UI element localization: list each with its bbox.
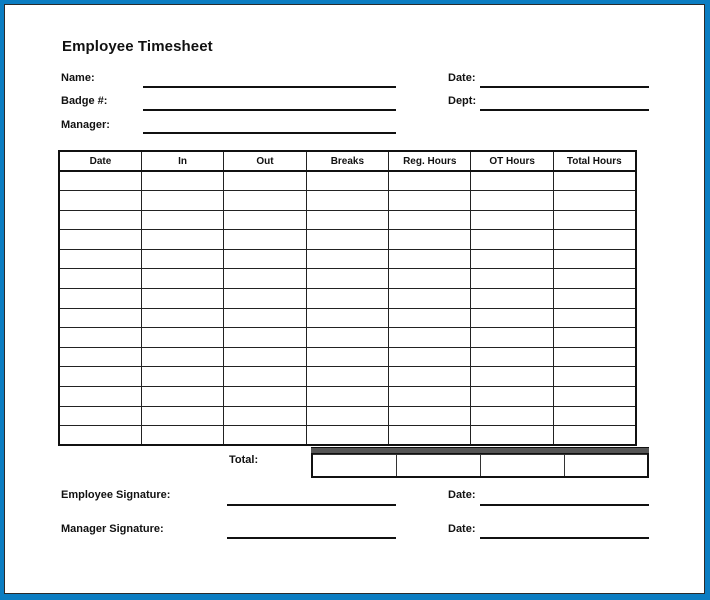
total-label: Total: (229, 454, 259, 466)
table-cell[interactable] (141, 426, 223, 446)
total-reg-hours-cell[interactable] (396, 455, 480, 477)
table-cell[interactable] (59, 191, 141, 211)
table-cell[interactable] (224, 289, 306, 309)
table-cell[interactable] (59, 210, 141, 230)
table-cell[interactable] (553, 426, 635, 446)
table-row (59, 171, 636, 191)
table-row (59, 308, 636, 328)
table-cell[interactable] (141, 308, 223, 328)
table-cell[interactable] (553, 308, 635, 328)
table-cell[interactable] (141, 171, 223, 191)
employee-date-label: Date: (448, 489, 476, 501)
table-cell[interactable] (224, 347, 306, 367)
table-cell[interactable] (59, 249, 141, 269)
table-cell[interactable] (224, 269, 306, 289)
table-cell[interactable] (59, 308, 141, 328)
table-cell[interactable] (59, 426, 141, 446)
table-cell[interactable] (471, 191, 553, 211)
table-cell[interactable] (141, 249, 223, 269)
table-cell[interactable] (553, 191, 635, 211)
table-cell[interactable] (471, 347, 553, 367)
table-cell[interactable] (224, 230, 306, 250)
table-cell[interactable] (141, 289, 223, 309)
table-cell[interactable] (224, 191, 306, 211)
column-header: In (141, 151, 223, 171)
column-header: Date (59, 151, 141, 171)
date-label: Date: (448, 72, 476, 84)
table-cell[interactable] (389, 289, 471, 309)
table-cell[interactable] (306, 308, 388, 328)
table-cell[interactable] (224, 210, 306, 230)
table-row (59, 367, 636, 387)
table-row (59, 347, 636, 367)
table-row (59, 406, 636, 426)
table-cell[interactable] (553, 249, 635, 269)
table-cell[interactable] (59, 367, 141, 387)
total-hours-cell[interactable] (564, 455, 648, 477)
manager-signature-label: Manager Signature: (61, 523, 164, 535)
table-cell[interactable] (306, 406, 388, 426)
manager-signature-field[interactable] (227, 537, 396, 539)
table-cell[interactable] (471, 367, 553, 387)
table-cell[interactable] (471, 289, 553, 309)
table-cell[interactable] (471, 210, 553, 230)
table-cell[interactable] (389, 328, 471, 348)
timesheet-table (58, 150, 637, 446)
table-cell[interactable] (471, 308, 553, 328)
table-cell[interactable] (471, 406, 553, 426)
badge-field[interactable] (143, 109, 396, 111)
table-cell[interactable] (306, 426, 388, 446)
table-cell[interactable] (224, 171, 306, 191)
table-cell[interactable] (471, 328, 553, 348)
table-cell[interactable] (306, 191, 388, 211)
table-cell[interactable] (553, 171, 635, 191)
table-cell[interactable] (59, 289, 141, 309)
table-cell[interactable] (306, 171, 388, 191)
table-cell[interactable] (471, 387, 553, 407)
table-row (59, 210, 636, 230)
dept-label: Dept: (448, 95, 477, 107)
column-header: Total Hours (553, 151, 635, 171)
table-cell[interactable] (59, 230, 141, 250)
table-cell[interactable] (224, 367, 306, 387)
column-header: OT Hours (471, 151, 553, 171)
table-cell[interactable] (471, 249, 553, 269)
table-cell[interactable] (59, 387, 141, 407)
page-title: Employee Timesheet (62, 38, 213, 55)
column-header: Reg. Hours (389, 151, 471, 171)
table-cell[interactable] (59, 347, 141, 367)
table-cell[interactable] (389, 426, 471, 446)
manager-date-field[interactable] (480, 537, 649, 539)
manager-field[interactable] (143, 132, 396, 134)
table-cell[interactable] (141, 406, 223, 426)
table-cell[interactable] (224, 426, 306, 446)
table-cell[interactable] (224, 249, 306, 269)
table-cell[interactable] (553, 289, 635, 309)
table-cell[interactable] (59, 328, 141, 348)
date-field[interactable] (480, 86, 649, 88)
table-cell[interactable] (306, 249, 388, 269)
table-cell[interactable] (141, 347, 223, 367)
table-cell[interactable] (141, 387, 223, 407)
table-cell[interactable] (59, 269, 141, 289)
table-cell[interactable] (306, 210, 388, 230)
table-cell[interactable] (389, 308, 471, 328)
table-cell[interactable] (389, 387, 471, 407)
employee-signature-label: Employee Signature: (61, 489, 171, 501)
badge-label: Badge #: (61, 95, 108, 107)
table-cell[interactable] (553, 230, 635, 250)
totals-row (311, 447, 649, 478)
table-cell[interactable] (306, 347, 388, 367)
table-cell[interactable] (306, 367, 388, 387)
table-cell[interactable] (224, 387, 306, 407)
table-cell[interactable] (141, 210, 223, 230)
table-cell[interactable] (553, 406, 635, 426)
table-cell[interactable] (389, 210, 471, 230)
table-cell[interactable] (553, 387, 635, 407)
table-cell[interactable] (224, 406, 306, 426)
table-cell[interactable] (389, 191, 471, 211)
table-header-row (59, 151, 636, 171)
table-cell[interactable] (141, 367, 223, 387)
table-cell[interactable] (389, 367, 471, 387)
table-cell[interactable] (553, 328, 635, 348)
totals-divider (311, 447, 649, 454)
dept-field[interactable] (480, 109, 649, 111)
table-row (59, 269, 636, 289)
table-cell[interactable] (59, 406, 141, 426)
table-cell[interactable] (553, 367, 635, 387)
table-cell[interactable] (141, 191, 223, 211)
name-field[interactable] (143, 86, 396, 88)
table-row (59, 328, 636, 348)
table-cell[interactable] (471, 426, 553, 446)
table-cell[interactable] (389, 406, 471, 426)
table-cell[interactable] (306, 387, 388, 407)
table-cell[interactable] (471, 171, 553, 191)
table-cell[interactable] (471, 269, 553, 289)
total-ot-hours-cell[interactable] (480, 455, 564, 477)
employee-date-field[interactable] (480, 504, 649, 506)
table-row (59, 249, 636, 269)
table-cell[interactable] (141, 230, 223, 250)
table-cell[interactable] (389, 230, 471, 250)
table-cell[interactable] (389, 249, 471, 269)
table-row (59, 230, 636, 250)
timesheet-page (4, 4, 705, 594)
table-cell[interactable] (389, 171, 471, 191)
table-cell[interactable] (59, 171, 141, 191)
table-cell[interactable] (553, 347, 635, 367)
table-cell[interactable] (553, 210, 635, 230)
table-cell[interactable] (471, 230, 553, 250)
employee-signature-field[interactable] (227, 504, 396, 506)
table-cell[interactable] (306, 269, 388, 289)
table-row (59, 426, 636, 446)
column-header: Breaks (306, 151, 388, 171)
manager-date-label: Date: (448, 523, 476, 535)
table-cell[interactable] (306, 289, 388, 309)
table-cell[interactable] (141, 328, 223, 348)
total-breaks-cell[interactable] (312, 455, 396, 477)
table-row (59, 191, 636, 211)
table-cell[interactable] (553, 269, 635, 289)
table-cell[interactable] (224, 308, 306, 328)
name-label: Name: (61, 72, 95, 84)
table-cell[interactable] (306, 328, 388, 348)
table-row (59, 289, 636, 309)
table-cell[interactable] (224, 328, 306, 348)
table-cell[interactable] (389, 269, 471, 289)
table-cell[interactable] (389, 347, 471, 367)
column-header: Out (224, 151, 306, 171)
table-row (59, 387, 636, 407)
table-cell[interactable] (141, 269, 223, 289)
manager-label: Manager: (61, 119, 110, 131)
table-cell[interactable] (306, 230, 388, 250)
